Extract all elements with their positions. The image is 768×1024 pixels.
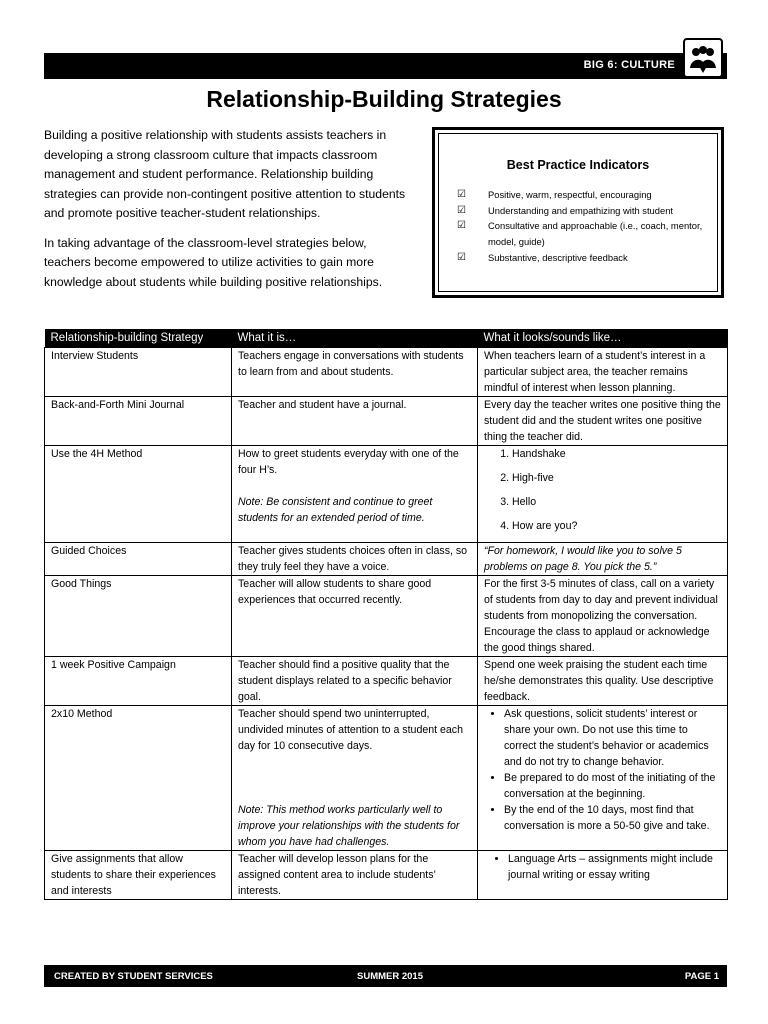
best-practice-box [432, 127, 724, 298]
footer-bar [44, 965, 727, 987]
list-item: • Ask questions, solicit students’ interest or share your own. Do not use this time to correct the student’s behavior or academics and do not try to change behavior. [504, 706, 721, 770]
what-cell: Teacher should spend two uninterrupted, undivided minutes of attention to a student each day for 10 consecutive days. Note: This method works particularly well to improve your relationships with the students for whom you have had challenges. [232, 706, 478, 851]
list-item: • By the end of the 10 days, most find that conversation is more a 50-50 give and take. [504, 802, 721, 834]
table-row [45, 706, 728, 851]
what-cell: Teacher will develop lesson plans for the assigned content area to include students’ interests. [232, 851, 478, 900]
table-header-row [45, 329, 728, 348]
what-cell: Teachers engage in conversations with students to learn from and about students. [232, 348, 478, 397]
column-header-strategy: Relationship-building Strategy [45, 329, 232, 348]
list-item: 2. High-five [512, 470, 721, 486]
table-row [45, 397, 728, 446]
best-practice-list [457, 187, 719, 266]
column-header-looks: What it looks/sounds like… [478, 329, 728, 348]
looks-cell: Spend one week praising the student each time he/she demonstrates this quality. Use descriptive feedback. [478, 657, 728, 706]
strategy-cell: Use the 4H Method [45, 446, 232, 543]
table-row [45, 576, 728, 657]
note-text: Note: This method works particularly well to improve your relationships with the students for whom you have had challenges. [238, 804, 460, 848]
checkbox-checked-icon: ☑ [457, 251, 466, 263]
what-cell: Teacher gives students choices often in class, so they truly feel they have a voice. [232, 543, 478, 576]
looks-cell: When teachers learn of a student’s interest in a particular subject area, the teacher remains mindful of interest when lesson planning. [478, 348, 728, 397]
what-cell: Teacher and student have a journal. [232, 397, 478, 446]
table-row [45, 657, 728, 706]
header-bar [44, 53, 727, 79]
intro-text [44, 126, 416, 302]
looks-cell: For the first 3-5 minutes of class, call on a variety of students from day to day and prevent individual students from monopolizing the conversation. Encourage the class to applaud or acknowledge the good things shared. [478, 576, 728, 657]
what-cell: Teacher should find a positive quality that the student displays related to a specific behavior goal. [232, 657, 478, 706]
numbered-list [484, 446, 721, 534]
list-item: 4. How are you? [512, 518, 721, 534]
strategy-cell: 2x10 Method [45, 706, 232, 851]
footer-center: SUMMER 2015 [357, 971, 423, 982]
list-item: 3. Hello [512, 494, 721, 510]
logo [683, 38, 723, 78]
table-row [45, 446, 728, 543]
intro-paragraph-2: In taking advantage of the classroom-level strategies below, teachers become empowered to utilize activities to gain more knowledge about students while building positive relationships. [44, 235, 383, 289]
table-row [45, 543, 728, 576]
footer-page-number: PAGE 1 [684, 971, 719, 982]
what-cell: How to greet students everyday with one of the four H’s. Note: Be consistent and continue to greet students for an extended period of time. [232, 446, 478, 543]
checkbox-checked-icon: ☑ [457, 189, 466, 200]
best-practice-item: ☑ Substantive, descriptive feedback [457, 250, 719, 266]
strategy-cell: Interview Students [45, 348, 232, 397]
strategies-table [44, 329, 728, 900]
best-practice-item: ☑ Positive, warm, respectful, encouraging [457, 187, 719, 203]
checkbox-checked-icon: ☑ [457, 220, 466, 232]
list-item: 1. Handshake [512, 446, 721, 462]
note-text: Note: Be consistent and continue to greet students for an extended period of time. [238, 496, 433, 524]
section-label: BIG 6: CULTURE [583, 59, 675, 71]
intro-paragraph-1: Building a positive relationship with students assists teachers in developing a strong classroom culture that impacts classroom management and student performance. Relationship building strategies can provide non-contingent positive attention to students and promote positive teacher-student relationships. [44, 128, 406, 220]
looks-cell [478, 706, 728, 851]
what-cell: Teacher will allow students to share good experiences that occurred recently. [232, 576, 478, 657]
checkbox-checked-icon: ☑ [457, 204, 466, 216]
table-row [45, 851, 728, 900]
looks-cell [478, 851, 728, 900]
best-practice-title: Best Practice Indicators [506, 158, 650, 172]
strategy-cell: Good Things [45, 576, 232, 657]
looks-cell [478, 446, 728, 543]
best-practice-item: ☑ Consultative and approachable (i.e., coach, mentor, model, guide) [457, 218, 719, 249]
list-item: • Language Arts – assignments might include journal writing or essay writing [508, 851, 721, 883]
strategy-cell: Guided Choices [45, 543, 232, 576]
column-header-what: What it is… [232, 329, 478, 348]
bullet-list [484, 851, 721, 883]
table-row [45, 348, 728, 397]
people-group-icon [687, 42, 719, 74]
strategy-cell: 1 week Positive Campaign [45, 657, 232, 706]
looks-cell: Every day the teacher writes one positive thing the student did and the student writes one positive thing the teacher did. [478, 397, 728, 446]
looks-cell: “For homework, I would like you to solve 5 problems on page 8. You pick the 5.” [478, 543, 728, 576]
strategy-cell: Back-and-Forth Mini Journal [45, 397, 232, 446]
strategy-cell: Give assignments that allow students to share their experiences and interests [45, 851, 232, 900]
list-item: • Be prepared to do most of the initiating of the conversation at the beginning. [504, 770, 721, 802]
best-practice-item: ☑ Understanding and empathizing with student [457, 203, 719, 219]
footer-left: CREATED BY STUDENT SERVICES [54, 971, 213, 982]
page-title: Relationship-Building Strategies [206, 86, 562, 112]
bullet-list [484, 706, 721, 834]
